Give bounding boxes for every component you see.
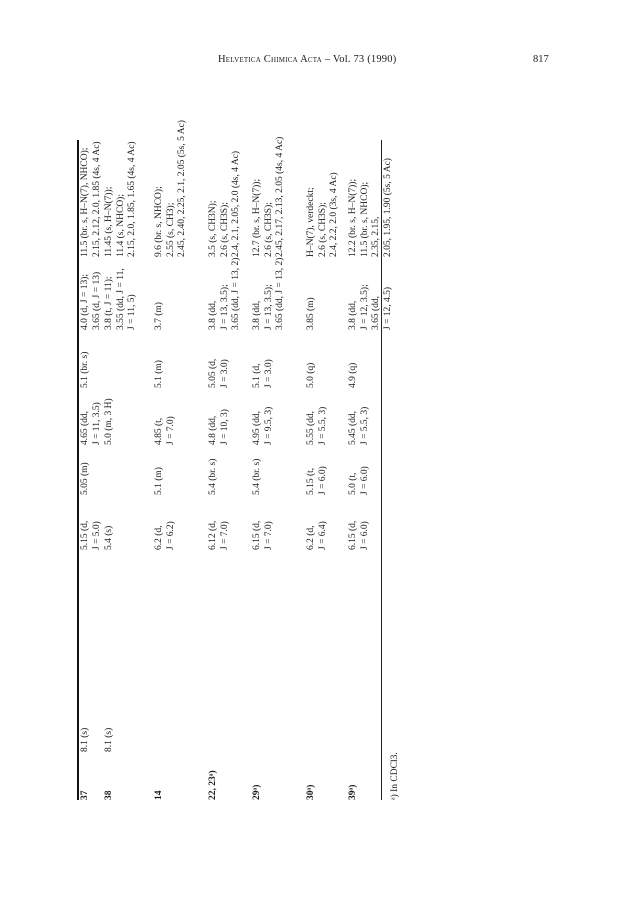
table-top-rule [77, 140, 79, 800]
table-cell [252, 407, 275, 445]
cell-line: J = 12, 4.5) [382, 286, 393, 330]
cell-line: 2.15, 2.12, 2.0, 1.85 (4s, 4 Ac) [91, 141, 102, 257]
cell-line: J = 10, 3) [219, 409, 230, 445]
cell-line: 4.8 (dd, [208, 415, 218, 445]
table-cell [208, 359, 231, 388]
table-cell [80, 521, 103, 550]
table-cell [306, 407, 329, 445]
cell-line: H–N(7), verdeckt; [306, 187, 316, 257]
page-number: 817 [533, 54, 549, 65]
cell-line: 2.6 (s, CH3S); [219, 202, 230, 257]
cell-line: 4.9 (q) [348, 362, 358, 388]
cell-line: 2.55 (s, CH3); [165, 202, 176, 257]
table-cell [80, 141, 103, 257]
cell-line: 3.5 (s, CH3N); [208, 200, 218, 257]
cell-line: 4.0 (d, J = 13); [80, 273, 90, 330]
cell-line: J = 11, 3.5) [91, 402, 102, 445]
cell-line: 5.1 (br. s) [80, 351, 90, 388]
table-cell [208, 151, 243, 257]
table-cell [104, 268, 139, 330]
cell-line: 5.0 (q) [306, 362, 316, 388]
cell-line: 5.45 (dd, [348, 410, 358, 445]
cell-line: J = 6.2) [165, 521, 176, 550]
running-header [0, 54, 624, 70]
table-cell [348, 284, 394, 330]
cell-line: 8.1 (s) [80, 727, 90, 752]
cell-line: 3.65 (dd, J = 13, 2) [275, 257, 286, 330]
cell-line: 11.4 (s, NHCO); [115, 194, 126, 257]
table-cell [154, 120, 189, 257]
cell-line: 4.95 (dd, [252, 410, 262, 445]
cell-line: 2.4, 2.2, 2.0 (3s, 4 Ac) [329, 172, 340, 257]
cell-line: 3.7 (m) [154, 302, 164, 330]
cell-line: 5.0 (m, 3 H) [104, 398, 114, 445]
cell-line: 5.05 (m) [80, 462, 90, 495]
cell-line: 5.55 (dd, [306, 410, 316, 445]
table-cell [80, 402, 103, 445]
table-cell [154, 521, 177, 550]
cell-line: J = 9.5, 3) [263, 406, 274, 445]
cell-line: 2.15, 2.0, 1.85, 1.65 (4s, 4 Ac) [127, 141, 138, 257]
table-cell [154, 302, 166, 330]
table-cell [104, 728, 116, 752]
cell-line: 12.7 (br. s, H–N(7)); [252, 178, 262, 257]
cell-line: J = 3.0) [263, 359, 274, 388]
cell-line: 3.65 (d, J = 13) [91, 271, 102, 330]
cell-line: 3.8 (dd, [252, 300, 262, 330]
table-cell [154, 467, 166, 495]
table-cell [306, 466, 329, 495]
nmr-table [80, 80, 400, 800]
table-cell [80, 728, 92, 752]
cell-line: 2.6 (s, CH3S); [263, 202, 274, 257]
cell-line: 4.65 (dd, [80, 410, 90, 445]
cell-line: 5.05 (d, [208, 358, 218, 388]
compound-label: 29ᵃ) [252, 784, 262, 800]
cell-line: J = 7.0) [263, 521, 274, 550]
cell-line: 5.4 (s) [104, 525, 114, 550]
cell-line: 2.45, 2.40, 2.25, 2.1, 2.05 (5s, 5 Ac) [177, 120, 188, 257]
cell-line: J = 6.0) [317, 466, 328, 495]
compound-label: 37 [80, 790, 90, 800]
table-cell [252, 137, 287, 257]
cell-line: J = 5.0) [91, 521, 102, 550]
cell-line: 4.85 (t, [154, 417, 164, 445]
table-cell [348, 521, 371, 550]
cell-line: 8.1 (s) [104, 727, 114, 752]
table-cell [80, 272, 103, 330]
table-cell [208, 459, 220, 495]
table-cell [252, 459, 264, 495]
cell-line: 5.4 (br. s) [208, 458, 218, 495]
cell-line: J = 11, 5) [127, 294, 138, 330]
cell-line: 2.6 (s, CH3S); [317, 202, 328, 257]
cell-line: 3.85 (m) [306, 297, 316, 330]
table-cell [306, 297, 318, 330]
cell-line: 5.0 (t, [348, 472, 358, 495]
table-cell [348, 363, 360, 388]
cell-line: 11.5 (br. s, H–N(7), NHCO); [80, 147, 90, 257]
table-cell [348, 407, 371, 445]
cell-line: 5.4 (br. s) [252, 458, 262, 495]
cell-line: 2.45, 2.17, 2.13, 2.05 (4s, 4 Ac) [275, 136, 286, 257]
cell-line: J = 12, 3.5); [359, 284, 370, 330]
cell-line: 6.15 (d, [348, 520, 358, 550]
table-cell [208, 521, 231, 550]
journal-title: Helvetica Chimica Acta – Vol. 73 (1990) [218, 54, 397, 65]
table-cell [104, 526, 116, 550]
cell-line: J = 7.0) [219, 521, 230, 550]
table-cell [306, 363, 318, 388]
cell-line: 6.12 (d, [208, 520, 218, 550]
cell-line: J = 13, 3.5); [263, 284, 274, 330]
compound-label: 38 [104, 790, 114, 800]
cell-line: 5.1 (d, [252, 363, 262, 388]
cell-line: 5.1 (m) [154, 467, 164, 495]
cell-line: 6.2 (d, [154, 525, 164, 550]
cell-line: 2.05, 1.95, 1.90 (5s, 5 Ac) [382, 158, 393, 257]
table-cell [80, 462, 92, 495]
compound-label: 14 [154, 790, 164, 800]
cell-line: 3.8 (t, J = 11); [104, 276, 114, 330]
cell-line: J = 5.5, 3) [359, 406, 370, 445]
cell-line: 12.2 (br. s, H–N(7)); [348, 178, 358, 257]
cell-line: 9.6 (br. s, NHCO); [154, 186, 164, 257]
cell-line: J = 7.0) [165, 416, 176, 445]
compound-label: 39ᵃ) [348, 784, 358, 800]
compound-label: 22, 23ᵃ) [208, 770, 218, 800]
table-cell [154, 416, 177, 445]
table-cell [208, 409, 231, 445]
cell-line: 11.5 (br. s, NHCO); [359, 181, 370, 257]
cell-line: 6.2 (d, [306, 525, 316, 550]
cell-line: 11.45 (s, H–N(7)); [104, 186, 114, 257]
table-cell [80, 352, 92, 388]
cell-line: 6.15 (d, [252, 520, 262, 550]
table-cell [306, 172, 341, 257]
table-cell [252, 359, 275, 388]
cell-line: J = 6.0) [359, 521, 370, 550]
cell-line: 5.15 (d, [80, 520, 90, 550]
cell-line: 3.8 (dd, [348, 300, 358, 330]
table-cell [208, 258, 243, 330]
table-cell [348, 466, 371, 495]
table-cell [306, 521, 329, 550]
cell-line: 3.55 (dd, J = 11, [115, 268, 126, 330]
table-cell [252, 258, 287, 330]
table-cell [348, 158, 394, 257]
footnote: ᵃ) In CDCl3. [390, 752, 400, 800]
cell-line: 3.65 (dd, J = 13, 2) [231, 257, 242, 330]
cell-line: 5.1 (m) [154, 360, 164, 388]
cell-line: 2.35, 2.15, [371, 216, 382, 257]
table-cell [252, 521, 275, 550]
cell-line: J = 6.0) [359, 466, 370, 495]
cell-line: J = 6.4) [317, 521, 328, 550]
cell-line: 5.15 (t, [306, 467, 316, 495]
cell-line: 2.4, 2.1, 2.05, 2.0 (4s, 4 Ac) [231, 150, 242, 257]
cell-line: 3.65 (dd, [371, 295, 382, 330]
cell-line: J = 3.0) [219, 359, 230, 388]
table-cell [154, 360, 166, 388]
compound-label: 30ᵃ) [306, 784, 316, 800]
table-cell [104, 141, 139, 257]
cell-line: 3.8 (dd, [208, 300, 218, 330]
cell-line: J = 13, 3.5); [219, 284, 230, 330]
table-cell [104, 398, 116, 445]
cell-line: J = 5.5, 3) [317, 406, 328, 445]
